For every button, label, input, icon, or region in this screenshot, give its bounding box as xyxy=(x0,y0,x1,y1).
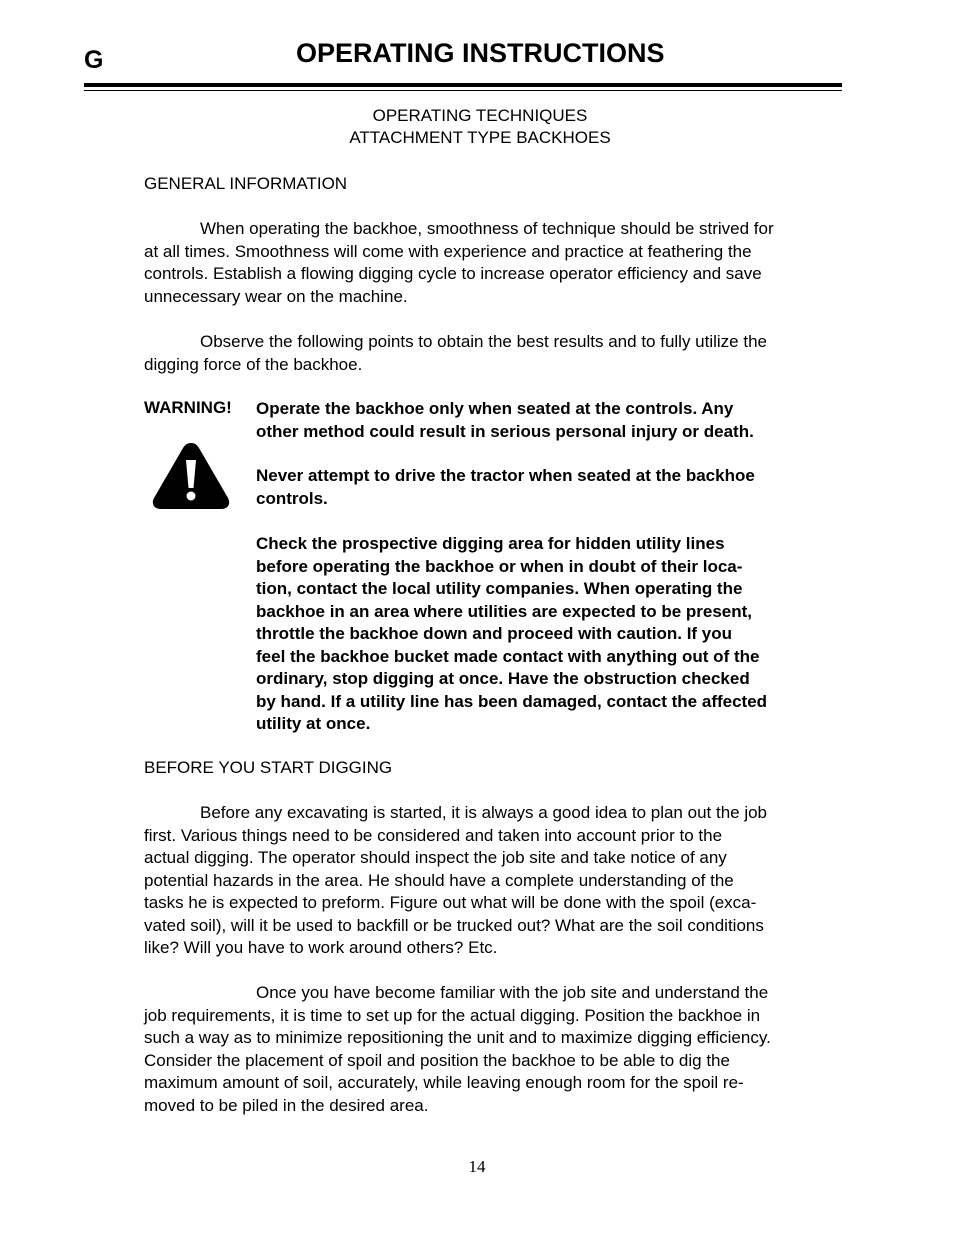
before-digging-paragraph-1 xyxy=(144,802,824,960)
text-line: Observe the following points to obtain the best results and to fully utilize the xyxy=(200,332,767,351)
warning-line: other method could result in serious personal injury or death. xyxy=(256,421,754,441)
text-line: job requirements, it is time to set up for the actual digging. Position the backhoe in xyxy=(144,1005,761,1025)
text-line: unnecessary wear on the machine. xyxy=(144,286,408,306)
warning-line: Never attempt to drive the tractor when seated at the backhoe xyxy=(256,466,755,485)
subtitle-line-1: OPERATING TECHNIQUES xyxy=(372,106,588,125)
warning-line: tion, contact the local utility companies. When operating the xyxy=(256,579,743,598)
text-line: at all times. Smoothness will come with experience and practice at feathering the xyxy=(144,241,752,261)
warning-line: utility at once. xyxy=(256,714,371,733)
warning-line: controls. xyxy=(256,488,328,508)
text-line: When operating the backhoe, smoothness of technique should be strived for xyxy=(200,219,774,238)
before-you-start-digging-heading: BEFORE YOU START DIGGING xyxy=(144,758,393,777)
text-line: maximum amount of soil, accurately, while leaving enough room for the spoil re- xyxy=(144,1073,744,1092)
warning-line: by hand. If a utility line has been damaged, contact the affected xyxy=(256,691,768,711)
warning-block-2 xyxy=(256,465,826,510)
subtitle-line-2: ATTACHMENT TYPE BACKHOES xyxy=(349,128,611,147)
warning-line: before operating the backhoe or when in doubt of their loca- xyxy=(256,556,743,576)
warning-line: throttle the backhoe down and proceed with caution. If you xyxy=(256,624,733,643)
header-rule-thin xyxy=(84,90,842,91)
text-line: actual digging. The operator should inspect the job site and take notice of any xyxy=(144,848,727,867)
text-line: first. Various things need to be considered and taken into account prior to the xyxy=(144,825,723,845)
text-line: Consider the placement of spoil and position the backhoe to be able to dig the xyxy=(144,1050,730,1070)
warning-block-1 xyxy=(256,398,826,443)
general-information-heading: GENERAL INFORMATION xyxy=(144,174,348,193)
text-line: like? Will you have to work around others? Etc. xyxy=(144,938,498,957)
general-info-paragraph-1 xyxy=(144,218,824,308)
header-rule-thick xyxy=(84,83,842,87)
text-line: digging force of the backhoe. xyxy=(144,354,363,374)
text-line: Once you have become familiar with the job site and understand the xyxy=(256,983,769,1002)
page-number: 14 xyxy=(468,1157,486,1176)
text-line: such a way as to minimize repositioning the unit and to maximize digging efficiency. xyxy=(144,1028,771,1047)
page-title: OPERATING INSTRUCTIONS xyxy=(296,38,665,68)
warning-block-3 xyxy=(256,533,826,736)
text-line: Before any excavating is started, it is always a good idea to plan out the job xyxy=(200,803,768,822)
text-line: potential hazards in the area. He should have a complete understanding of the xyxy=(144,870,734,890)
warning-line: ordinary, stop digging at once. Have the obstruction checked xyxy=(256,669,750,688)
warning-line: Check the prospective digging area for hidden utility lines xyxy=(256,534,725,553)
warning-label: WARNING! xyxy=(144,398,232,417)
warning-line: backhoe in an area where utilities are expected to be present, xyxy=(256,601,753,621)
general-info-paragraph-2 xyxy=(144,331,824,376)
text-line: vated soil), will it be used to backfill or be trucked out? What are the soil conditions xyxy=(144,915,764,935)
warning-line: feel the backhoe bucket made contact with anything out of the xyxy=(256,646,760,666)
section-letter: G xyxy=(84,46,104,74)
text-line: tasks he is expected to preform. Figure out what will be done with the spoil (exca- xyxy=(144,893,757,912)
warning-triangle-icon xyxy=(150,440,232,512)
before-digging-paragraph-2 xyxy=(144,982,824,1117)
text-line: controls. Establish a flowing digging cycle to increase operator efficiency and save xyxy=(144,264,762,283)
warning-line: Operate the backhoe only when seated at the controls. Any xyxy=(256,399,734,418)
text-line: moved to be piled in the desired area. xyxy=(144,1095,429,1115)
